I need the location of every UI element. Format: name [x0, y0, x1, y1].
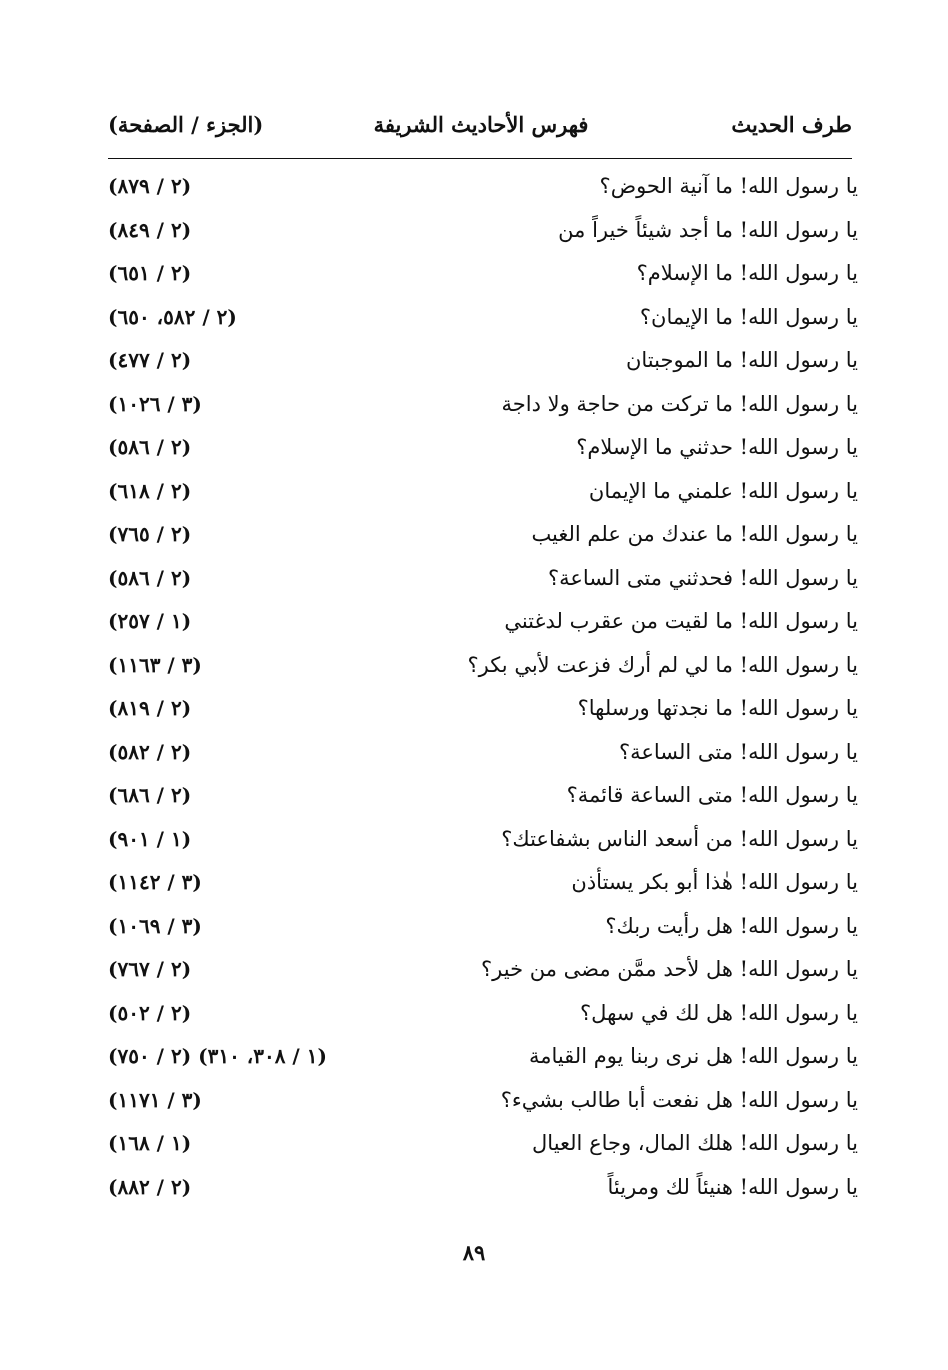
volume-page-ref: (٢ / ٥٨٢)	[108, 739, 192, 764]
hadith-text: يا رسول الله! هلك المال، وجاع العيال	[532, 1131, 858, 1155]
index-entry	[108, 342, 858, 386]
hadith-text: يا رسول الله! هل لأحد ممَّن مضى من خير؟	[481, 957, 858, 981]
index-entry	[108, 908, 858, 952]
volume-page-ref: (٢ / ٦١٨)	[108, 478, 192, 503]
index-entry	[108, 1038, 858, 1082]
volume-page-ref: (٢ / ٧٦٧)	[108, 957, 192, 981]
header-divider	[108, 158, 852, 159]
volume-page-ref: (١ / ٣٠٨، ٣١٠) (٢ / ٧٥٠)	[108, 1044, 327, 1068]
hadith-text: يا رسول الله! ما الإيمان؟	[639, 304, 858, 329]
index-entry	[108, 995, 858, 1039]
hadith-text: يا رسول الله! علمني ما الإيمان	[588, 478, 858, 503]
hadith-text: يا رسول الله! هٰذا أبو بكر يستأذن	[571, 870, 858, 894]
header-volume-page-column-title: (الجزء / الصفحة)	[108, 112, 264, 137]
index-entry	[108, 734, 858, 778]
hadith-text: يا رسول الله! ما تركت من حاجة ولا داجة	[501, 391, 858, 416]
hadith-text: يا رسول الله! ما نجدتها ورسلها؟	[577, 696, 858, 720]
hadith-text: يا رسول الله! هل نفعت أبا طالب بشيء؟	[500, 1087, 858, 1112]
volume-page-ref: (٣ / ١٠٢٦)	[108, 391, 202, 416]
volume-page-ref: (٢ / ٦٥١)	[108, 261, 192, 285]
hadith-text: يا رسول الله! هل نرى ربنا يوم القيامة	[528, 1044, 858, 1068]
page-number: ٨٩	[462, 1240, 486, 1265]
hadith-text: يا رسول الله! متى الساعة قائمة؟	[566, 783, 858, 807]
volume-page-ref: (١ / ٢٥٧)	[108, 609, 192, 633]
index-entry	[108, 1082, 858, 1126]
hadith-index-list	[108, 168, 858, 1212]
index-entry	[108, 821, 858, 865]
hadith-text: يا رسول الله! فحدثني متى الساعة؟	[547, 565, 858, 590]
volume-page-ref: (٢ / ٥٨٦)	[108, 565, 192, 590]
index-entry	[108, 647, 858, 691]
index-entry	[108, 429, 858, 473]
page-header	[108, 112, 854, 152]
volume-page-ref: (٢ / ٧٦٥)	[108, 522, 192, 546]
hadith-text: يا رسول الله! ما الموجبتان	[625, 348, 858, 372]
header-hadith-column-title: طرف الحديث	[731, 112, 852, 137]
index-entry	[108, 299, 858, 343]
index-entry	[108, 516, 858, 560]
volume-page-ref: (٣ / ١٠٦٩)	[108, 913, 202, 938]
index-entry	[108, 951, 858, 995]
index-entry	[108, 1169, 858, 1213]
index-entry	[108, 212, 858, 256]
hadith-text: يا رسول الله! متى الساعة؟	[618, 739, 858, 764]
volume-page-ref: (٣ / ١١٤٢)	[108, 870, 202, 894]
index-entry	[108, 777, 858, 821]
volume-page-ref: (٣ / ١١٦٣)	[108, 652, 202, 677]
volume-page-ref: (٢ / ٦٨٦)	[108, 783, 192, 807]
hadith-text: يا رسول الله! هنيئاً لك ومريئاً	[607, 1174, 858, 1199]
index-entry	[108, 1125, 858, 1169]
volume-page-ref: (١ / ٩٠١)	[108, 826, 192, 851]
index-entry	[108, 473, 858, 517]
volume-page-ref: (٢ / ٨١٩)	[108, 696, 192, 720]
index-entry	[108, 560, 858, 604]
hadith-text: يا رسول الله! هل رأيت ربك؟	[605, 913, 858, 938]
index-entry	[108, 864, 858, 908]
header-index-title: فهرس الأحاديث الشريفة	[373, 112, 589, 137]
index-entry	[108, 386, 858, 430]
index-entry	[108, 255, 858, 299]
volume-page-ref: (٢ / ٨٤٩)	[108, 217, 192, 242]
hadith-text: يا رسول الله! ما عندك من علم الغيب	[531, 522, 858, 546]
volume-page-ref: (١ / ١٦٨)	[108, 1131, 192, 1155]
index-entry	[108, 603, 858, 647]
index-entry	[108, 690, 858, 734]
hadith-text: يا رسول الله! من أسعد الناس بشفاعتك؟	[501, 826, 858, 851]
hadith-text: يا رسول الله! ما الإسلام؟	[636, 261, 858, 285]
volume-page-ref: (٢ / ٥٨٢، ٦٥٠)	[108, 304, 237, 329]
volume-page-ref: (٢ / ٥٠٢)	[108, 1000, 192, 1025]
hadith-text: يا رسول الله! هل لك في سهل؟	[580, 1000, 858, 1025]
volume-page-ref: (٢ / ٨٧٩)	[108, 174, 192, 198]
volume-page-ref: (٢ / ٥٨٦)	[108, 435, 192, 459]
hadith-text: يا رسول الله! ما أجد شيئاً خيراً من	[558, 217, 858, 242]
hadith-text: يا رسول الله! حدثني ما الإسلام؟	[576, 435, 858, 459]
volume-page-ref: (٣ / ١١٧١)	[108, 1087, 202, 1112]
hadith-text: يا رسول الله! ما لقيت من عقرب لدغتني	[504, 609, 858, 633]
volume-page-ref: (٢ / ٨٨٢)	[108, 1174, 192, 1199]
volume-page-ref: (٢ / ٤٧٧)	[108, 348, 192, 372]
hadith-text: يا رسول الله! ما آنية الحوض؟	[599, 174, 858, 198]
hadith-text: يا رسول الله! ما لي لم أرك فزعت لأبي بكر؟	[467, 652, 858, 677]
index-entry	[108, 168, 858, 212]
